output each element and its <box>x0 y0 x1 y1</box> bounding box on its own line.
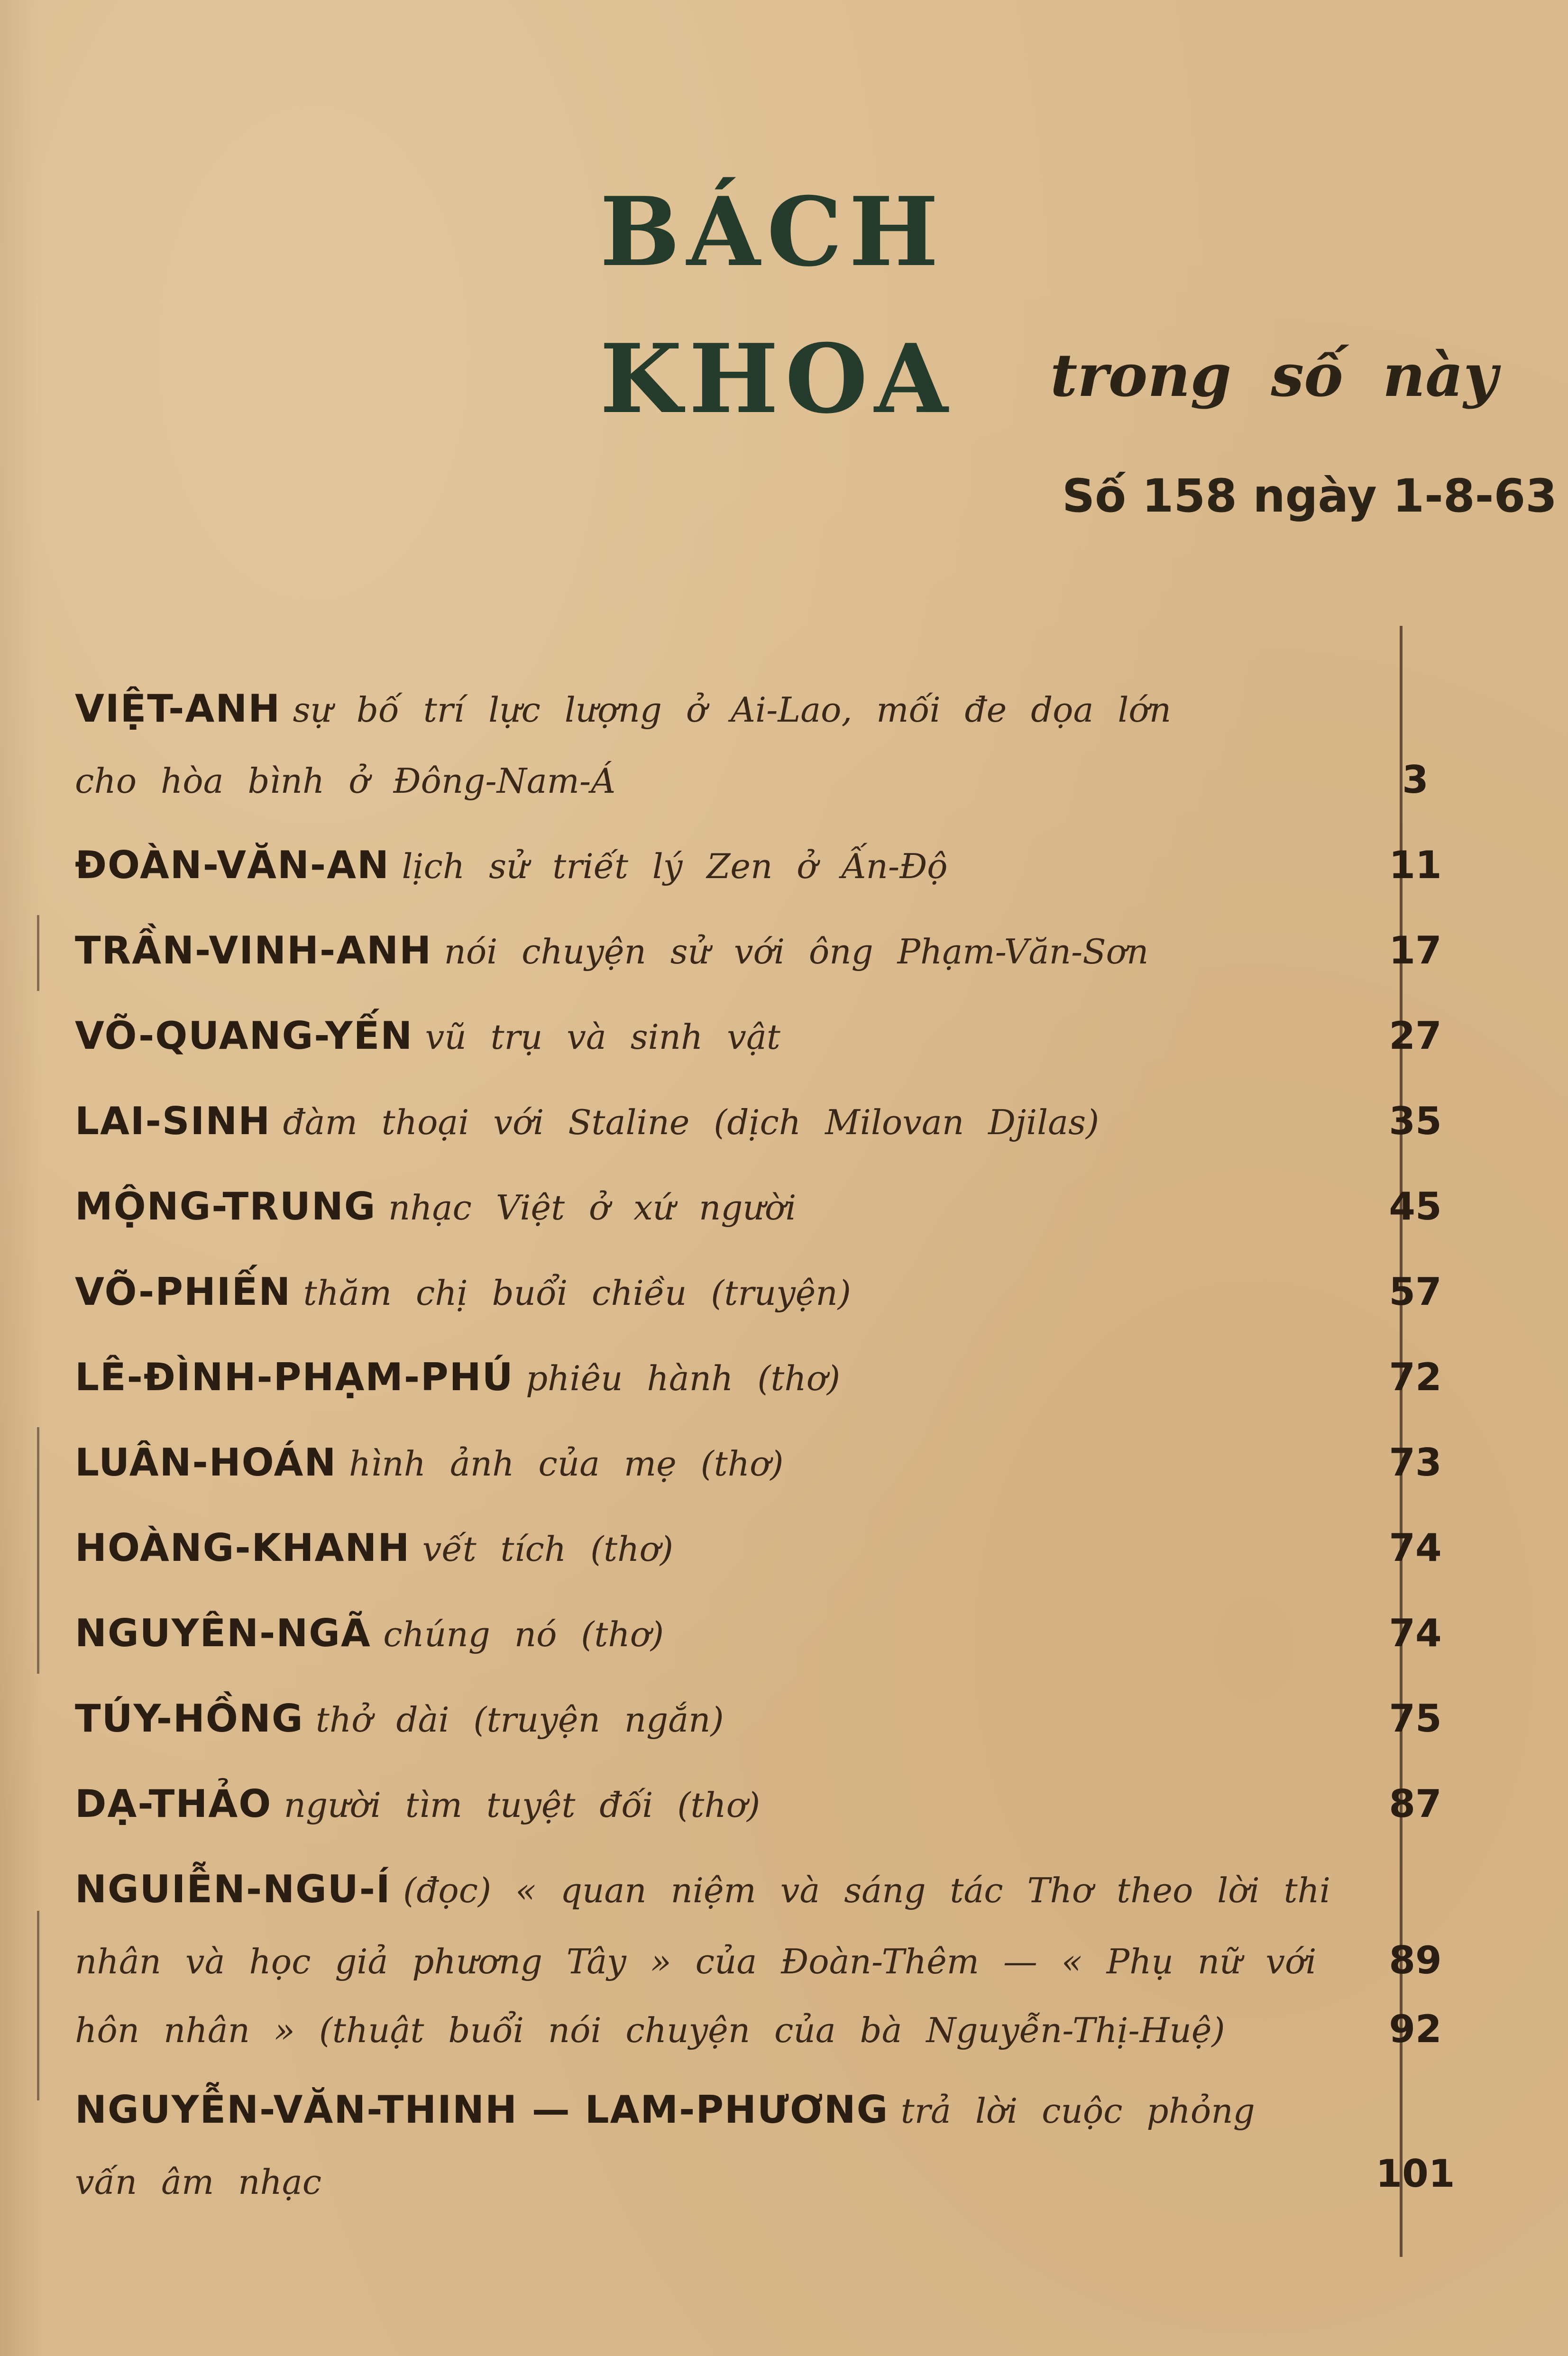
toc-author: DẠ-THẢO <box>75 1782 272 1826</box>
toc-title: nói chuyện sử với ông Phạm-Văn-Sơn <box>444 932 1149 972</box>
issue-info: Số 158 ngày 1-8-63 <box>1062 469 1558 523</box>
toc-page-number: 89 <box>1389 1938 1442 1982</box>
toc-author: NGUIỄN-NGU-Í <box>75 1867 391 1911</box>
toc-page-number: 74 <box>1389 1611 1442 1655</box>
toc-entry <box>75 2088 1255 2132</box>
toc-title: đàm thoại với Staline (dịch Milovan Djilas) <box>283 1102 1100 1142</box>
toc-title: vũ trụ và sinh vật <box>425 1017 780 1057</box>
toc-page-number: 101 <box>1375 2152 1455 2196</box>
toc-author: TÚY-HỒNG <box>75 1696 304 1741</box>
binding-mark <box>37 1911 39 2100</box>
toc-author: ĐOÀN-VĂN-AN <box>75 843 390 887</box>
toc-title: trả lời cuộc phỏng <box>900 2091 1255 2131</box>
toc-entry-continuation <box>75 2162 321 2200</box>
toc-entry <box>75 1782 761 1826</box>
toc-title: thở dài (truyện ngắn) <box>315 1700 724 1740</box>
toc-title: chúng nó (thơ) <box>383 1614 664 1654</box>
toc-author: LUÂN-HOÁN <box>75 1440 337 1485</box>
toc-page-number: 75 <box>1389 1696 1442 1741</box>
toc-author: VÕ-PHIẾN <box>75 1270 292 1314</box>
toc-title: (đọc) « quan niệm và sáng tác Thơ theo lời thi <box>403 1870 1330 1910</box>
toc-page-number: 27 <box>1389 1014 1442 1058</box>
toc-page-number: 72 <box>1389 1355 1442 1399</box>
masthead-title-line2: KHOA <box>600 323 955 435</box>
toc-author: LAI-SINH <box>75 1099 271 1143</box>
masthead-title-line1: BÁCH <box>600 176 945 288</box>
toc-entry <box>75 928 1149 972</box>
toc-author: MỘNG-TRUNG <box>75 1184 376 1228</box>
toc-page-number: 57 <box>1389 1270 1442 1314</box>
toc-entry <box>75 1270 851 1314</box>
toc-author: VÕ-QUANG-YẾN <box>75 1014 413 1058</box>
toc-entry <box>75 1611 664 1655</box>
toc-author: VIỆT-ANH <box>75 687 281 731</box>
toc-page-number: 45 <box>1389 1184 1442 1228</box>
toc-entry <box>75 687 1172 731</box>
toc-entry-continuation <box>75 761 615 799</box>
toc-title: người tìm tuyệt đối (thơ) <box>284 1785 761 1825</box>
toc-entry-continuation <box>75 2010 1225 2048</box>
toc-author: LÊ-ĐÌNH-PHẠM-PHÚ <box>75 1355 514 1399</box>
toc-page-number: 73 <box>1389 1440 1442 1485</box>
toc-title: hôn nhân » (thuật buổi nói chuyện của bà Nguyễn-Thị-Huệ) <box>75 2010 1225 2050</box>
toc-author: HOÀNG-KHANH <box>75 1526 411 1570</box>
toc-heading: trong số này <box>1050 341 1498 410</box>
toc-page-number: 3 <box>1402 758 1429 802</box>
toc-title: cho hòa bình ở Đông-Nam-Á <box>75 761 616 801</box>
toc-title: thăm chị buổi chiều (truyện) <box>303 1273 851 1313</box>
toc-page-number: 17 <box>1389 928 1442 972</box>
toc-author: NGUYỄN-VĂN-THINH — LAM-PHƯƠNG <box>75 2088 889 2132</box>
toc-page-number: 87 <box>1389 1782 1442 1826</box>
toc-entry <box>75 1184 797 1228</box>
toc-title: sự bố trí lực lượng ở Ai-Lao, mối đe dọa lớn <box>293 690 1172 730</box>
toc-entry <box>75 1099 1100 1143</box>
toc-title: lịch sử triết lý Zen ở Ấn-Độ <box>402 846 948 886</box>
toc-page-number: 92 <box>1389 2007 1442 2051</box>
toc-page-number: 35 <box>1389 1099 1442 1143</box>
toc-title: vấn âm nhạc <box>75 2162 322 2202</box>
toc-entry-continuation <box>75 1942 1316 1980</box>
toc-author: NGUYÊN-NGÃ <box>75 1611 371 1655</box>
toc-title: hình ảnh của mẹ (thơ) <box>348 1444 784 1484</box>
toc-entry <box>75 1526 673 1570</box>
toc-entry <box>75 1355 841 1399</box>
toc-title: nhân và học giả phương Tây » của Đoàn-Thêm — « Phụ nữ với <box>75 1942 1317 1981</box>
toc-entry <box>75 1014 780 1058</box>
toc-entry <box>75 843 948 887</box>
toc-author: TRẦN-VINH-ANH <box>75 928 432 972</box>
binding-mark <box>37 915 39 991</box>
toc-page-number: 74 <box>1389 1526 1442 1570</box>
toc-title: vết tích (thơ) <box>422 1529 673 1569</box>
toc-page-number: 11 <box>1389 843 1442 887</box>
toc-entry <box>75 1696 724 1741</box>
toc-title: nhạc Việt ở xứ người <box>388 1188 797 1228</box>
toc-title: phiêu hành (thơ) <box>526 1358 841 1398</box>
toc-entry <box>75 1440 784 1485</box>
toc-entry <box>75 1867 1330 1911</box>
binding-mark <box>37 1427 39 1674</box>
